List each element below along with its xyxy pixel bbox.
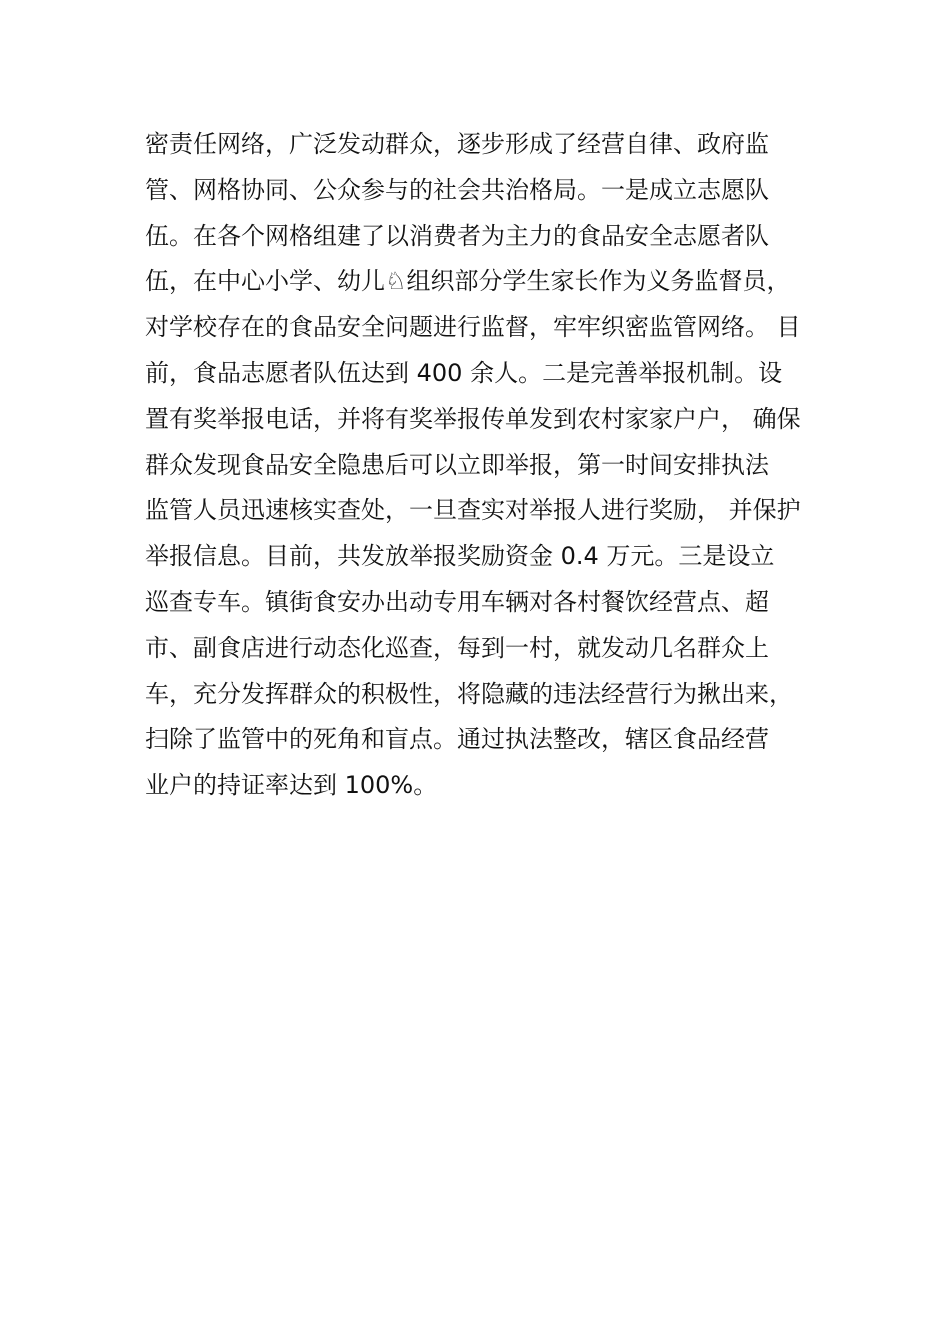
text-line: 对学校存在的食品安全问题进行监督，牢牢织密监管网络。 目 [145, 313, 801, 342]
text-line: 举报信息。目前，共发放举报奖励资金 0.4 万元。三是设立 [145, 542, 775, 571]
text-line: 伍。在各个网格组建了以消费者为主力的食品安全志愿者队 [145, 221, 769, 250]
text-line: 置有奖举报电话，并将有奖举报传单发到农村家家户户， 确保 [145, 404, 801, 433]
text-line: 车，充分发挥群众的积极性，将隐藏的违法经营行为揪出来， [145, 679, 793, 708]
text-line: 市、副食店进行动态化巡查，每到一村，就发动几名群众上 [145, 633, 769, 662]
text-line: 密责任网络，广泛发动群众，逐步形成了经营自律、政府监 [145, 130, 769, 158]
text-line: 巡查专车。镇街食安办出动专用车辆对各村餐饮经营点、超 [145, 587, 769, 616]
text-line: 业户的持证率达到 100%。 [145, 771, 438, 800]
text-line: 伍，在中心小学、幼儿♘组织部分学生家长作为义务监督员， [145, 267, 791, 296]
text-line: 监管人员迅速核实查处，一旦查实对举报人进行奖励， 并保护 [145, 496, 801, 525]
text-line: 前，食品志愿者队伍达到 400 余人。二是完善举报机制。设 [145, 358, 783, 387]
body-paragraph [145, 122, 835, 809]
text-line: 管、网格协同、公众参与的社会共治格局。一是成立志愿队 [145, 175, 769, 204]
text-line: 扫除了监管中的死角和盲点。通过执法整改，辖区食品经营 [145, 725, 769, 754]
text-line: 群众发现食品安全隐患后可以立即举报，第一时间安排执法 [145, 450, 769, 479]
